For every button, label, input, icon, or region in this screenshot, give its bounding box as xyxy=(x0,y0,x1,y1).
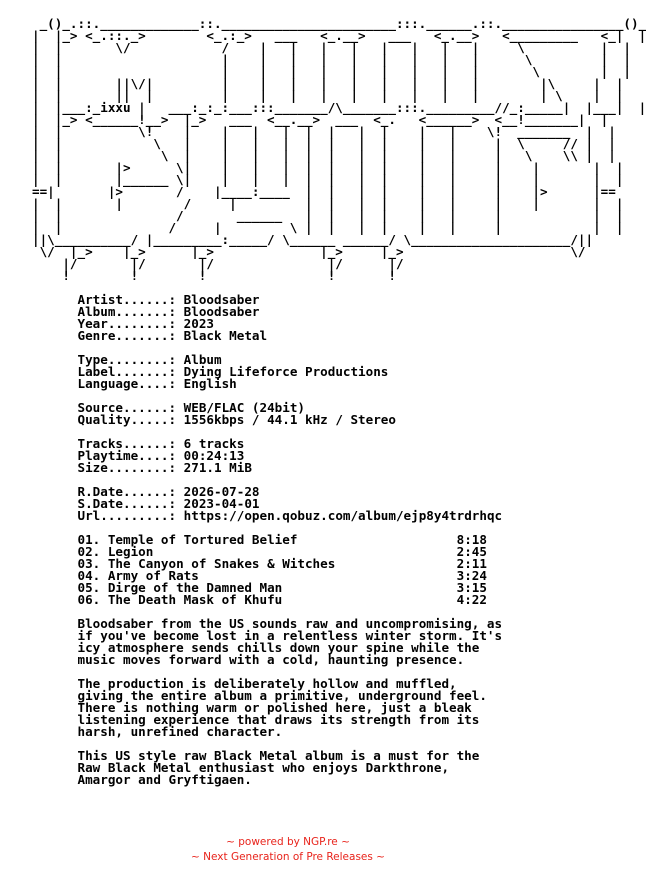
ascii-art-line: | | |______ \| | | | | | | | | | | | | | xyxy=(32,172,624,187)
info-label: Artist......: xyxy=(77,292,177,307)
description-line xyxy=(32,774,646,786)
ascii-art-line: | | \ | | | | | | | | | | | \ // | | xyxy=(32,136,616,151)
track-time: 2:45 xyxy=(456,544,487,559)
info-value: Black Metal xyxy=(183,328,268,343)
track-time: 3:24 xyxy=(456,568,487,583)
info-language xyxy=(32,378,646,390)
info-value: Bloodsaber xyxy=(183,304,260,319)
info-value: Album xyxy=(183,352,222,367)
track-number: 01. xyxy=(77,532,101,547)
track-number: 02. xyxy=(77,544,101,559)
info-label: Playtime....: xyxy=(77,448,177,463)
info-label: S.Date......: xyxy=(77,496,177,511)
ascii-art-line: | | / | \ | | | | | | | | | xyxy=(32,220,624,235)
info-value: 2026-07-28 xyxy=(183,484,260,499)
ascii-art-line: | | \ | | | | | | | | | | | \ \\ | | xyxy=(32,148,616,163)
info-label: Type........: xyxy=(77,352,177,367)
info-label: Source......: xyxy=(77,400,177,415)
track-title: Legion xyxy=(107,544,154,559)
track-number: 06. xyxy=(77,592,101,607)
info-label: Language....: xyxy=(77,376,177,391)
ascii-art-line: |/ |/ |/ |/ |/ xyxy=(32,256,404,271)
info-label: Url.........: xyxy=(77,508,177,523)
track-title: Dirge of the Damned Man xyxy=(107,580,283,595)
track-title: Army of Rats xyxy=(107,568,199,583)
ascii-art-line: | |_> <_.::._> <_.:_> ___ <_.__> ___ <_.__> <_________ <_| | xyxy=(32,28,646,43)
ascii-art-line: | | ||\/| | | | | | | | | | |\ | | xyxy=(32,76,624,91)
description-line xyxy=(32,726,646,738)
description-text: if you've become lost in a relentless winter storm. It's xyxy=(77,628,503,643)
info-label: R.Date......: xyxy=(77,484,177,499)
ascii-art-line: | | | | | | | | | | | \ | | xyxy=(32,52,631,67)
info-value: https://open.qobuz.com/album/ejp8y4trdrhqc xyxy=(183,508,503,523)
track-number: 03. xyxy=(77,556,101,571)
description-text: There is nothing warm or polished here, just a bleak xyxy=(77,700,472,715)
track-time: 4:22 xyxy=(456,592,487,607)
track-title: The Canyon of Snakes & Witches xyxy=(107,556,336,571)
description-text: This US style raw Black Metal album is a must for the xyxy=(77,748,480,763)
info-value: Dying Lifeforce Productions xyxy=(183,364,389,379)
info-genre xyxy=(32,330,646,342)
footer-powered-by: ~ powered by NGP.re ~ xyxy=(226,836,350,848)
info-value: 6 tracks xyxy=(183,436,245,451)
info-value: Bloodsaber xyxy=(183,292,260,307)
track-time: 3:15 xyxy=(456,580,487,595)
track-title: Temple of Tortured Belief xyxy=(107,532,298,547)
info-label: Genre.......: xyxy=(77,328,177,343)
info-value: English xyxy=(183,376,237,391)
ascii-art-line: ||\__________/ |_________:_____/ \______ ______/ \_____________________/|| xyxy=(32,232,594,247)
info-value: 1556kbps / 44.1 kHz / Stereo xyxy=(183,412,396,427)
ascii-art-line: | | / ______ | | | | | | | | | xyxy=(32,208,624,223)
ascii-art-line: \/ |_> |_> |_> |_> |_> \/ xyxy=(32,244,586,259)
info-label: Quality.....: xyxy=(77,412,177,427)
info-label: Year........: xyxy=(77,316,177,331)
info-url xyxy=(32,510,646,522)
ascii-art-line: _()_.::._____________::._______________________:::.______.::.________________()_ xyxy=(32,16,646,31)
ascii-art-line: | | || | | | | | | | | | | | \ | | xyxy=(32,88,624,103)
ascii-art-line: | |_> <______!__> |_> ___ <__.__> ___ <_. <______> <__!_______| | xyxy=(32,112,609,127)
description-text: harsh, unrefined character. xyxy=(77,724,283,739)
ascii-art-line: ! ! ! ! ! xyxy=(32,268,396,283)
description-text: Bloodsaber from the US sounds raw and uncompromising, as xyxy=(77,616,503,631)
info-size xyxy=(32,462,646,474)
nfo-document xyxy=(32,18,646,786)
info-value: 00:24:13 xyxy=(183,448,245,463)
ascii-art-line: | | | | | | | | | | | \ | | xyxy=(32,64,631,79)
track-number: 04. xyxy=(77,568,101,583)
ascii-art-line: | | \/ / | | | | | | | | \ | | xyxy=(32,40,631,55)
track-time: 8:18 xyxy=(456,532,487,547)
ascii-art-line: | | |> \| | | | | | | | | | | | | | xyxy=(32,160,624,175)
info-label: Label.......: xyxy=(77,364,177,379)
info-label: Album.......: xyxy=(77,304,177,319)
info-label: Tracks......: xyxy=(77,436,177,451)
ascii-art-line: | |___:_ixxu | ___:_:_:___:::_______/\_______:::._________//_:_____| |___| | xyxy=(32,100,646,115)
info-label: Size........: xyxy=(77,460,177,475)
info-value: 2023-04-01 xyxy=(183,496,260,511)
track-time: 2:11 xyxy=(456,556,487,571)
description-text: Raw Black Metal enthusiast who enjoys Darkthrone, xyxy=(77,760,450,775)
description-text: icy atmosphere sends chills down your spine while the xyxy=(77,640,480,655)
ascii-art-line: ==| |> / |____:____ | | | | | | | |> |== xyxy=(32,184,616,199)
description-text: The production is deliberately hollow and muffled, xyxy=(77,676,457,691)
footer-tagline: ~ Next Generation of Pre Releases ~ xyxy=(191,851,385,863)
description-text: music moves forward with a cold, haunting presence. xyxy=(77,652,465,667)
info-quality xyxy=(32,414,646,426)
description-text: listening experience that draws its strength from its xyxy=(77,712,480,727)
info-value: 271.1 MiB xyxy=(183,460,252,475)
info-value: WEB/FLAC (24bit) xyxy=(183,400,305,415)
description-text: Amargor and Gryftigaen. xyxy=(77,772,252,787)
description-line xyxy=(32,654,646,666)
info-value: 2023 xyxy=(183,316,215,331)
ascii-art-line: | | \! | | | | | | | | | | \! _______ | | xyxy=(32,124,616,139)
description-text: giving the entire album a primitive, underground feel. xyxy=(77,688,487,703)
track-title: The Death Mask of Khufu xyxy=(107,592,283,607)
track-row xyxy=(32,594,646,606)
track-number: 05. xyxy=(77,580,101,595)
ascii-art-line: | | | / | | | | | | | | | | | xyxy=(32,196,624,211)
